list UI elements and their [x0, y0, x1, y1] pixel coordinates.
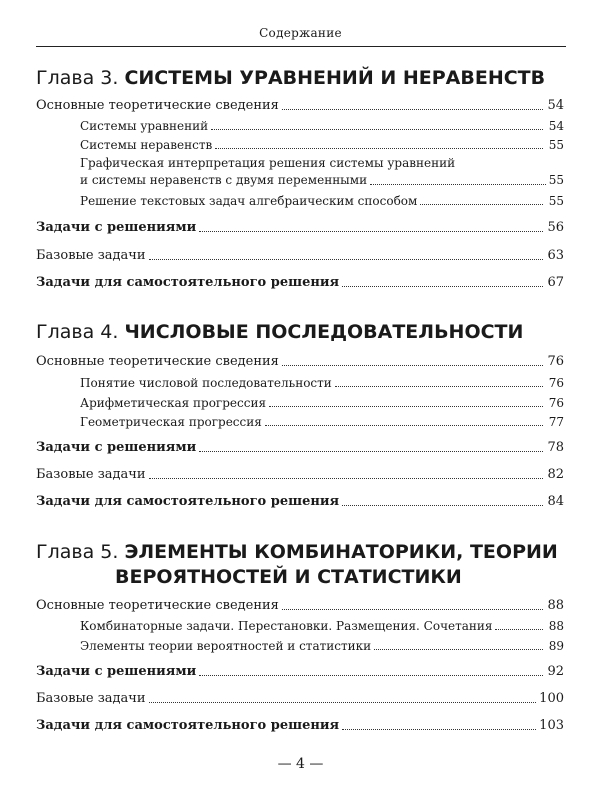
entry-text: Арифметическая прогрессия: [80, 396, 267, 410]
chapter-title-continued: ВЕРОЯТНОСТЕЙ И СТАТИСТИКИ: [115, 566, 462, 588]
page-number: 88: [548, 619, 564, 633]
page-number: 103: [539, 718, 564, 733]
entry-text: Задачи для самостоятельного решения: [36, 494, 340, 509]
toc-subentry[interactable]: [80, 616, 564, 634]
entry-text: Системы неравенств: [80, 138, 213, 152]
running-header: Содержание: [259, 26, 342, 40]
toc-entry[interactable]: [36, 218, 564, 236]
page-number: 63: [547, 248, 564, 263]
dot-leader: [149, 259, 543, 260]
toc-subentry[interactable]: [80, 412, 564, 430]
header-rule: [36, 46, 566, 47]
entry-text: Задачи с решениями: [36, 440, 197, 455]
entry-text: Базовые задачи: [36, 691, 146, 706]
toc-entry[interactable]: [36, 596, 564, 614]
toc-entry[interactable]: [36, 352, 564, 370]
entry-text: Комбинаторные задачи. Перестановки. Размещения. Сочетания: [80, 619, 493, 633]
toc-entry[interactable]: [36, 246, 564, 264]
page-number: 84: [547, 494, 564, 509]
page-number: 76: [547, 354, 564, 369]
entry-text: Задачи для самостоятельного решения: [36, 275, 340, 290]
dot-leader: [269, 406, 543, 407]
toc-entry[interactable]: [36, 492, 564, 510]
page-number: 82: [547, 467, 564, 482]
dot-leader: [282, 109, 543, 110]
dot-leader: [199, 675, 543, 676]
page-number: 54: [548, 119, 564, 133]
page-number: 76: [548, 376, 564, 390]
dot-leader: [199, 231, 543, 232]
chapter-5-heading: [36, 540, 566, 590]
toc-subentry[interactable]: [80, 191, 564, 209]
entry-text: Базовые задачи: [36, 467, 146, 482]
toc-entry[interactable]: [36, 662, 564, 680]
dot-leader: [149, 702, 537, 703]
dot-leader: [420, 204, 543, 205]
page-number: 89: [548, 639, 564, 653]
entry-text: Понятие числовой последовательности: [80, 376, 332, 390]
toc-subentry[interactable]: [80, 393, 564, 411]
dot-leader: [342, 286, 543, 287]
dot-leader: [211, 129, 543, 130]
entry-text: Задачи для самостоятельного решения: [36, 718, 340, 733]
dot-leader: [215, 148, 543, 149]
chapter-title: ЧИСЛОВЫЕ ПОСЛЕДОВАТЕЛЬНОСТИ: [124, 321, 524, 343]
chapter-4-heading: [36, 320, 566, 345]
dot-leader: [199, 451, 543, 452]
entry-text: Системы уравнений: [80, 119, 209, 133]
chapter-label: Глава 5.: [36, 541, 119, 563]
chapter-title: СИСТЕМЫ УРАВНЕНИЙ И НЕРАВЕНСТВ: [124, 67, 546, 89]
page-number: 55: [548, 194, 564, 208]
chapter-label: Глава 3.: [36, 67, 119, 89]
page-folio: — 4 —: [277, 756, 324, 772]
page-number: 55: [548, 138, 564, 152]
entry-text-line2: и системы неравенств с двумя переменными: [80, 173, 368, 187]
dot-leader: [282, 609, 543, 610]
toc-entry[interactable]: [36, 689, 564, 707]
dot-leader: [335, 386, 543, 387]
entry-text: Геометрическая прогрессия: [80, 415, 262, 429]
dot-leader: [342, 729, 536, 730]
toc-subentry[interactable]: [80, 116, 564, 134]
page-number: 67: [547, 275, 564, 290]
page-number: 56: [547, 220, 564, 235]
toc-subentry[interactable]: [80, 373, 564, 391]
toc-entry[interactable]: [36, 438, 564, 456]
toc-subentry[interactable]: [80, 636, 564, 654]
toc-entry[interactable]: [36, 465, 564, 483]
entry-text: Решение текстовых задач алгебраическим способом: [80, 194, 418, 208]
entry-text-line1: Графическая интерпретация решения системы уравнений: [80, 156, 456, 170]
toc-subentry[interactable]: [80, 135, 564, 153]
entry-text: Задачи с решениями: [36, 664, 197, 679]
page-number: 78: [547, 440, 564, 455]
entry-text: Основные теоретические сведения: [36, 598, 279, 613]
page-number: 88: [547, 598, 564, 613]
page-number: 100: [539, 691, 564, 706]
page-number: 76: [548, 396, 564, 410]
dot-leader: [374, 649, 543, 650]
chapter-title: ЭЛЕМЕНТЫ КОМБИНАТОРИКИ, ТЕОРИИ: [124, 541, 558, 563]
dot-leader: [265, 425, 543, 426]
dot-leader: [370, 184, 546, 185]
page-number: 92: [547, 664, 564, 679]
chapter-3-heading: [36, 66, 566, 91]
entry-text: Элементы теории вероятностей и статистики: [80, 639, 372, 653]
dot-leader: [282, 365, 543, 366]
toc-entry[interactable]: [36, 96, 564, 114]
toc-entry[interactable]: [36, 716, 564, 734]
dot-leader: [342, 505, 543, 506]
entry-text: Основные теоретические сведения: [36, 98, 279, 113]
chapter-label: Глава 4.: [36, 321, 119, 343]
page-number: 77: [548, 415, 564, 429]
dot-leader: [149, 478, 543, 479]
page-number: 54: [547, 98, 564, 113]
entry-text: Базовые задачи: [36, 248, 146, 263]
entry-text: Задачи с решениями: [36, 220, 197, 235]
page-number: 55: [548, 173, 564, 187]
entry-text: Основные теоретические сведения: [36, 354, 279, 369]
toc-subentry[interactable]: [80, 155, 564, 189]
toc-entry[interactable]: [36, 273, 564, 291]
dot-leader: [495, 629, 543, 630]
